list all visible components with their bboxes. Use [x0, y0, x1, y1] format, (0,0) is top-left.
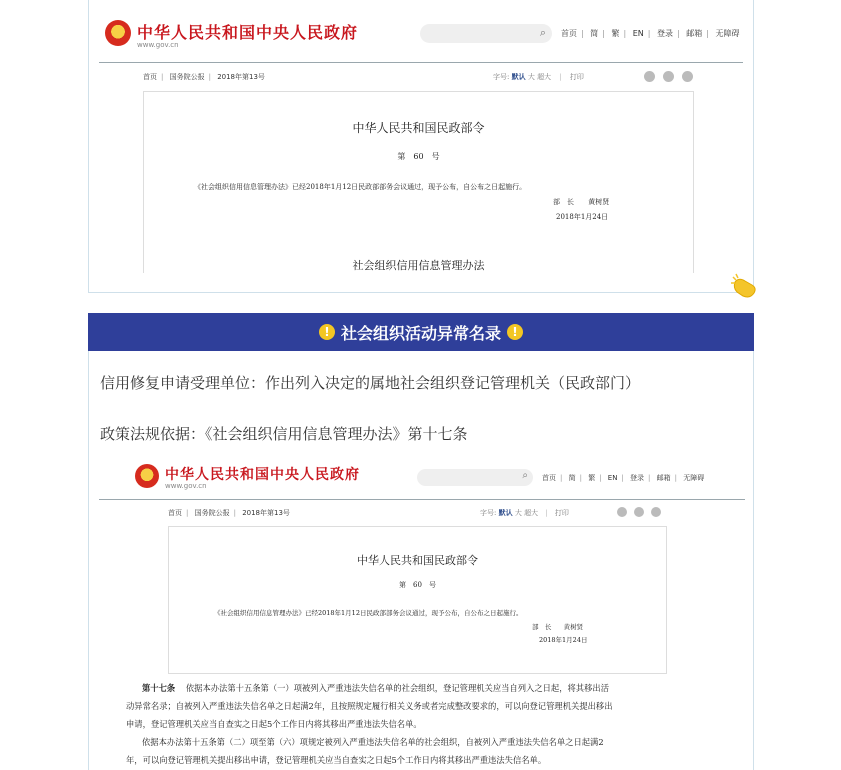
- policy-basis-text: 政策法规依据：《社会组织信用信息管理办法》第十七条: [100, 425, 468, 443]
- nav-login[interactable]: 登录: [657, 29, 674, 38]
- document-frame: [168, 526, 667, 674]
- exclamation-icon: !: [507, 324, 523, 340]
- order-title: 中华人民共和国民政部令: [357, 554, 478, 567]
- nav-simplified[interactable]: 简: [590, 29, 599, 38]
- nav-simplified[interactable]: 简: [568, 474, 576, 482]
- gov-screenshot-bottom: [99, 455, 745, 770]
- breadcrumb: 首页 | 国务院公报 | 2018年第13号: [143, 73, 265, 81]
- nav-traditional[interactable]: 繁: [588, 474, 596, 482]
- breadcrumb-home[interactable]: 首页: [143, 73, 157, 81]
- font-default-button[interactable]: 默认: [511, 73, 526, 81]
- national-emblem-icon: [135, 464, 159, 488]
- print-button[interactable]: 打印: [569, 73, 584, 81]
- gov-screenshot-top: [88, 0, 754, 293]
- article-heading: 第十七条: [142, 683, 176, 693]
- order-date: 2018年1月24日: [556, 213, 609, 221]
- order-title: 中华人民共和国民政部令: [352, 121, 485, 135]
- favorite-icon[interactable]: [651, 507, 661, 517]
- hand-sticker-icon: [730, 273, 758, 301]
- breadcrumb-gazette[interactable]: 国务院公报: [169, 73, 205, 81]
- nav-english[interactable]: EN: [607, 474, 618, 482]
- font-size-label: 字号:: [493, 73, 510, 81]
- nav-traditional[interactable]: 繁: [611, 29, 620, 38]
- print-button[interactable]: 打印: [554, 509, 569, 517]
- breadcrumb-home[interactable]: 首页: [168, 509, 182, 517]
- nav-home[interactable]: 首页: [542, 474, 556, 482]
- breadcrumb-gazette[interactable]: 国务院公报: [194, 509, 230, 517]
- header-divider: [99, 499, 745, 500]
- order-text: 《社会组织信用信息管理办法》已经2018年1月12日民政部部务会议通过，现予公布，自公布之日起施行。: [214, 609, 523, 617]
- document-frame: [143, 91, 694, 273]
- breadcrumb-issue[interactable]: 2018年第13号: [242, 509, 290, 517]
- national-emblem-icon: [105, 20, 131, 46]
- header-divider: [99, 62, 743, 63]
- nav-mail[interactable]: 邮箱: [686, 29, 703, 38]
- font-size-label: 字号:: [480, 509, 497, 517]
- article-17: [126, 679, 726, 769]
- font-xlarge-button[interactable]: 超大: [537, 73, 552, 81]
- favorite-icon[interactable]: [682, 71, 693, 82]
- article-p1-line3: 申请，登记管理机关应当自查实之日起5个工作日内将其移出严重违法失信名单。: [126, 719, 422, 729]
- article-p2-line1: 依据本办法第十五条第（二）项至第（六）项规定被列入严重违法失信名单的社会组织，自被列入严重违法失信名单之日起满2: [142, 737, 604, 747]
- article-p1-line2: 动异常名录；自被列入严重违法失信名单之日起满2年，且按照规定履行相关义务或者完成整改要求的，可以向登记管理机关提出移出: [126, 701, 613, 711]
- order-number: 第 60 号: [397, 152, 440, 161]
- search-icon[interactable]: ⌕: [522, 470, 528, 481]
- font-size-tools: 字号: 默认 大 超大 | 打印: [493, 73, 584, 81]
- signer-name: 黄树贤: [563, 623, 584, 631]
- repair-unit-text: 信用修复申请受理单位：作出列入决定的属地社会组织登记管理机关（民政部门）: [100, 374, 641, 392]
- signer-name: 黄树贤: [588, 198, 610, 206]
- weibo-share-icon[interactable]: [644, 71, 655, 82]
- font-large-button[interactable]: 大: [514, 509, 522, 517]
- exclamation-icon: !: [319, 324, 335, 340]
- nav-english[interactable]: EN: [632, 29, 644, 38]
- order-signer: [553, 197, 609, 207]
- breadcrumb: 首页 | 国务院公报 | 2018年第13号: [168, 509, 290, 517]
- wechat-share-icon[interactable]: [634, 507, 644, 517]
- article-p2-line2: 年，可以向登记管理机关提出移出申请，登记管理机关应当自查实之日起5个工作日内将其移出严重违法失信名单。: [126, 755, 547, 765]
- site-title[interactable]: 中华人民共和国中央人民政府: [137, 23, 359, 42]
- nav-login[interactable]: 登录: [630, 474, 645, 482]
- order-signer: [532, 622, 583, 631]
- wechat-share-icon[interactable]: [663, 71, 674, 82]
- breadcrumb-issue[interactable]: 2018年第13号: [217, 73, 265, 81]
- top-nav: 首页 | 简 | 繁 | EN | 登录 | 邮箱 | 无障碍: [542, 474, 705, 482]
- order-date: 2018年1月24日: [539, 636, 588, 644]
- nav-accessibility[interactable]: 无障碍: [715, 29, 740, 38]
- order-text: 《社会组织信用信息管理办法》已经2018年1月12日民政部部务会议通过，现予公布，自公布之日起施行。: [194, 183, 527, 191]
- font-size-tools: 字号: 默认 大 超大 | 打印: [480, 509, 569, 517]
- section-banner: [88, 313, 754, 351]
- font-default-button[interactable]: 默认: [498, 509, 513, 517]
- nav-accessibility[interactable]: 无障碍: [683, 474, 705, 482]
- site-url: www.gov.cn: [137, 41, 179, 49]
- info-card: [88, 351, 754, 770]
- site-title[interactable]: 中华人民共和国中央人民政府: [165, 467, 360, 483]
- font-xlarge-button[interactable]: 超大: [524, 509, 539, 517]
- top-nav: 首页 | 简 | 繁 | EN | 登录 | 邮箱 | 无障碍: [561, 29, 740, 38]
- article-p1-line1: 依据本办法第十五条第（一）项被列入严重违法失信名单的社会组织，登记管理机关应当自列入之日起，将其移出活: [185, 683, 609, 693]
- signer-title: 部 长: [553, 198, 574, 206]
- search-input[interactable]: [420, 24, 552, 43]
- nav-home[interactable]: 首页: [561, 29, 577, 38]
- measure-title: 社会组织信用信息管理办法: [352, 259, 485, 272]
- search-icon[interactable]: ⌕: [539, 26, 546, 39]
- site-url: www.gov.cn: [165, 482, 207, 490]
- search-input[interactable]: [417, 469, 533, 486]
- font-large-button[interactable]: 大: [527, 73, 535, 81]
- order-number: 第 60 号: [399, 581, 436, 589]
- weibo-share-icon[interactable]: [617, 507, 627, 517]
- banner-title: 社会组织活动异常名录: [340, 323, 501, 343]
- signer-title: 部 长: [532, 623, 552, 631]
- nav-mail[interactable]: 邮箱: [656, 474, 671, 482]
